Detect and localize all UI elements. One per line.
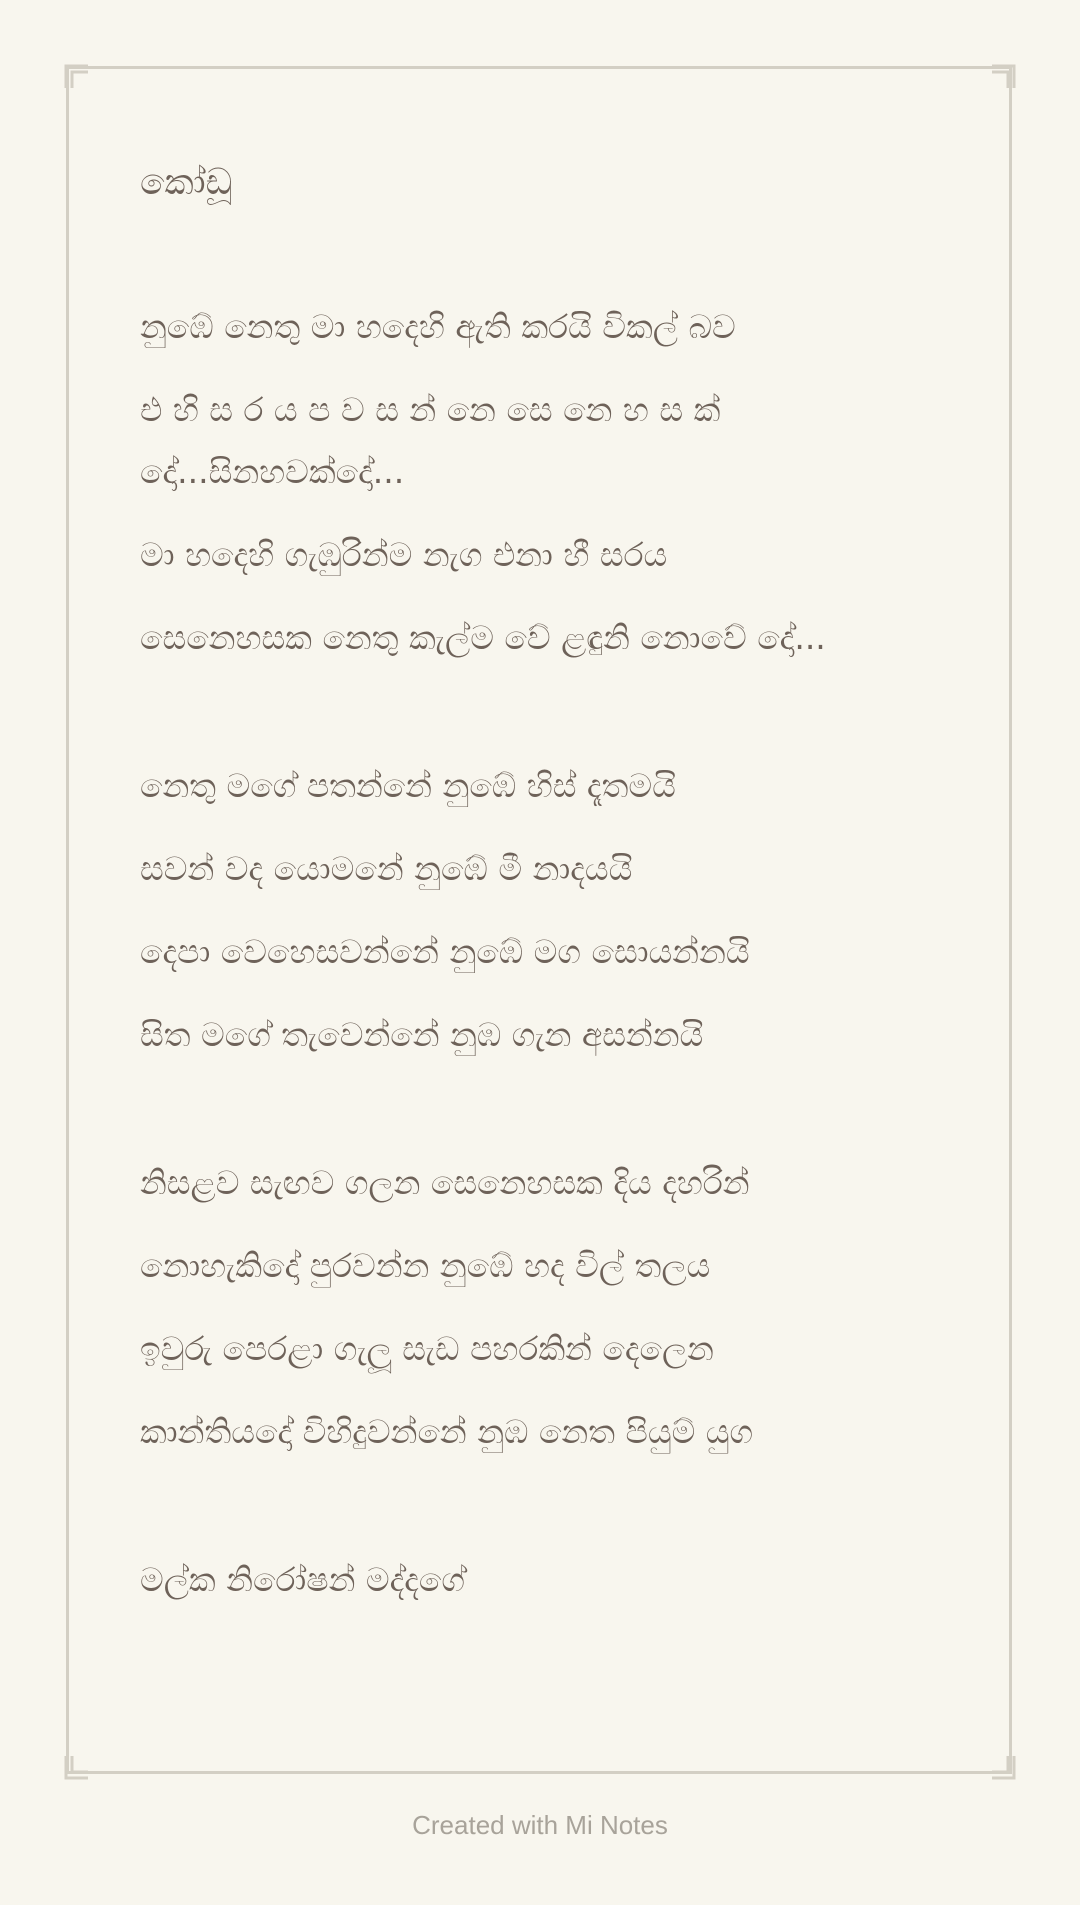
poem-line: සෙනෙහසක නෙතු කැල්ම වේ ළඳුනි නොවේ දෝ... — [140, 618, 826, 657]
stanza — [140, 755, 920, 1066]
poem-line: එ හි ස ර ය ප ව ස න් නෙ සෙ නෙ හ ස ක් දෝ...සිනහවක්දෝ... — [140, 390, 721, 491]
poem-line: දෙපා වෙහෙසවන්නේ නුඹේ මග සොයන්නයි — [140, 932, 750, 971]
poem-line: කාන්තියදෝ විහිදුවන්නේ නුඹ නෙත පියුම් යුග — [140, 1412, 754, 1451]
footer-attribution: Created with Mi Notes — [412, 1810, 668, 1840]
note-content[interactable] — [140, 150, 920, 1644]
poem-line: නුඹේ නෙතු මා හදෙහි ඇති කරයි විකල් බව — [140, 307, 736, 346]
poem-line: මා හදෙහි ගැඹුරින්ම නැග එනා හී සරය — [140, 535, 668, 574]
frame-corner-ornament — [64, 1754, 90, 1780]
stanza — [140, 296, 920, 669]
poem-line: සවන් වද යොමනේ නුඹේ මී නාදයයි — [140, 849, 633, 888]
frame-corner-ornament — [64, 64, 90, 90]
stanza — [140, 1152, 920, 1463]
poem-line: සිත මගේ තැවෙන්නේ නුඹ ගැන අසන්නයි — [140, 1015, 704, 1054]
frame-corner-ornament — [990, 64, 1016, 90]
note-title: කෝඩූ — [140, 162, 233, 203]
frame-corner-ornament — [990, 1754, 1016, 1780]
poem-line: නිසළව සැඟව ගලන සෙනෙහසක දිය දහරින් — [140, 1163, 750, 1202]
poem-line: නොහැකිදෝ පුරවන්න නුඹේ හද විල් තලය — [140, 1246, 711, 1285]
poem-line: නෙතු මගේ පතන්නේ නුඹේ හිස් දෑතමයි — [140, 766, 676, 805]
author-signature: මල්ක නිරෝෂන් මද්දගේ — [140, 1560, 465, 1599]
poem-line: ඉවුරු පෙරළා ගැලූ සැඩ පහරකින් දෙලෙන — [140, 1329, 714, 1368]
